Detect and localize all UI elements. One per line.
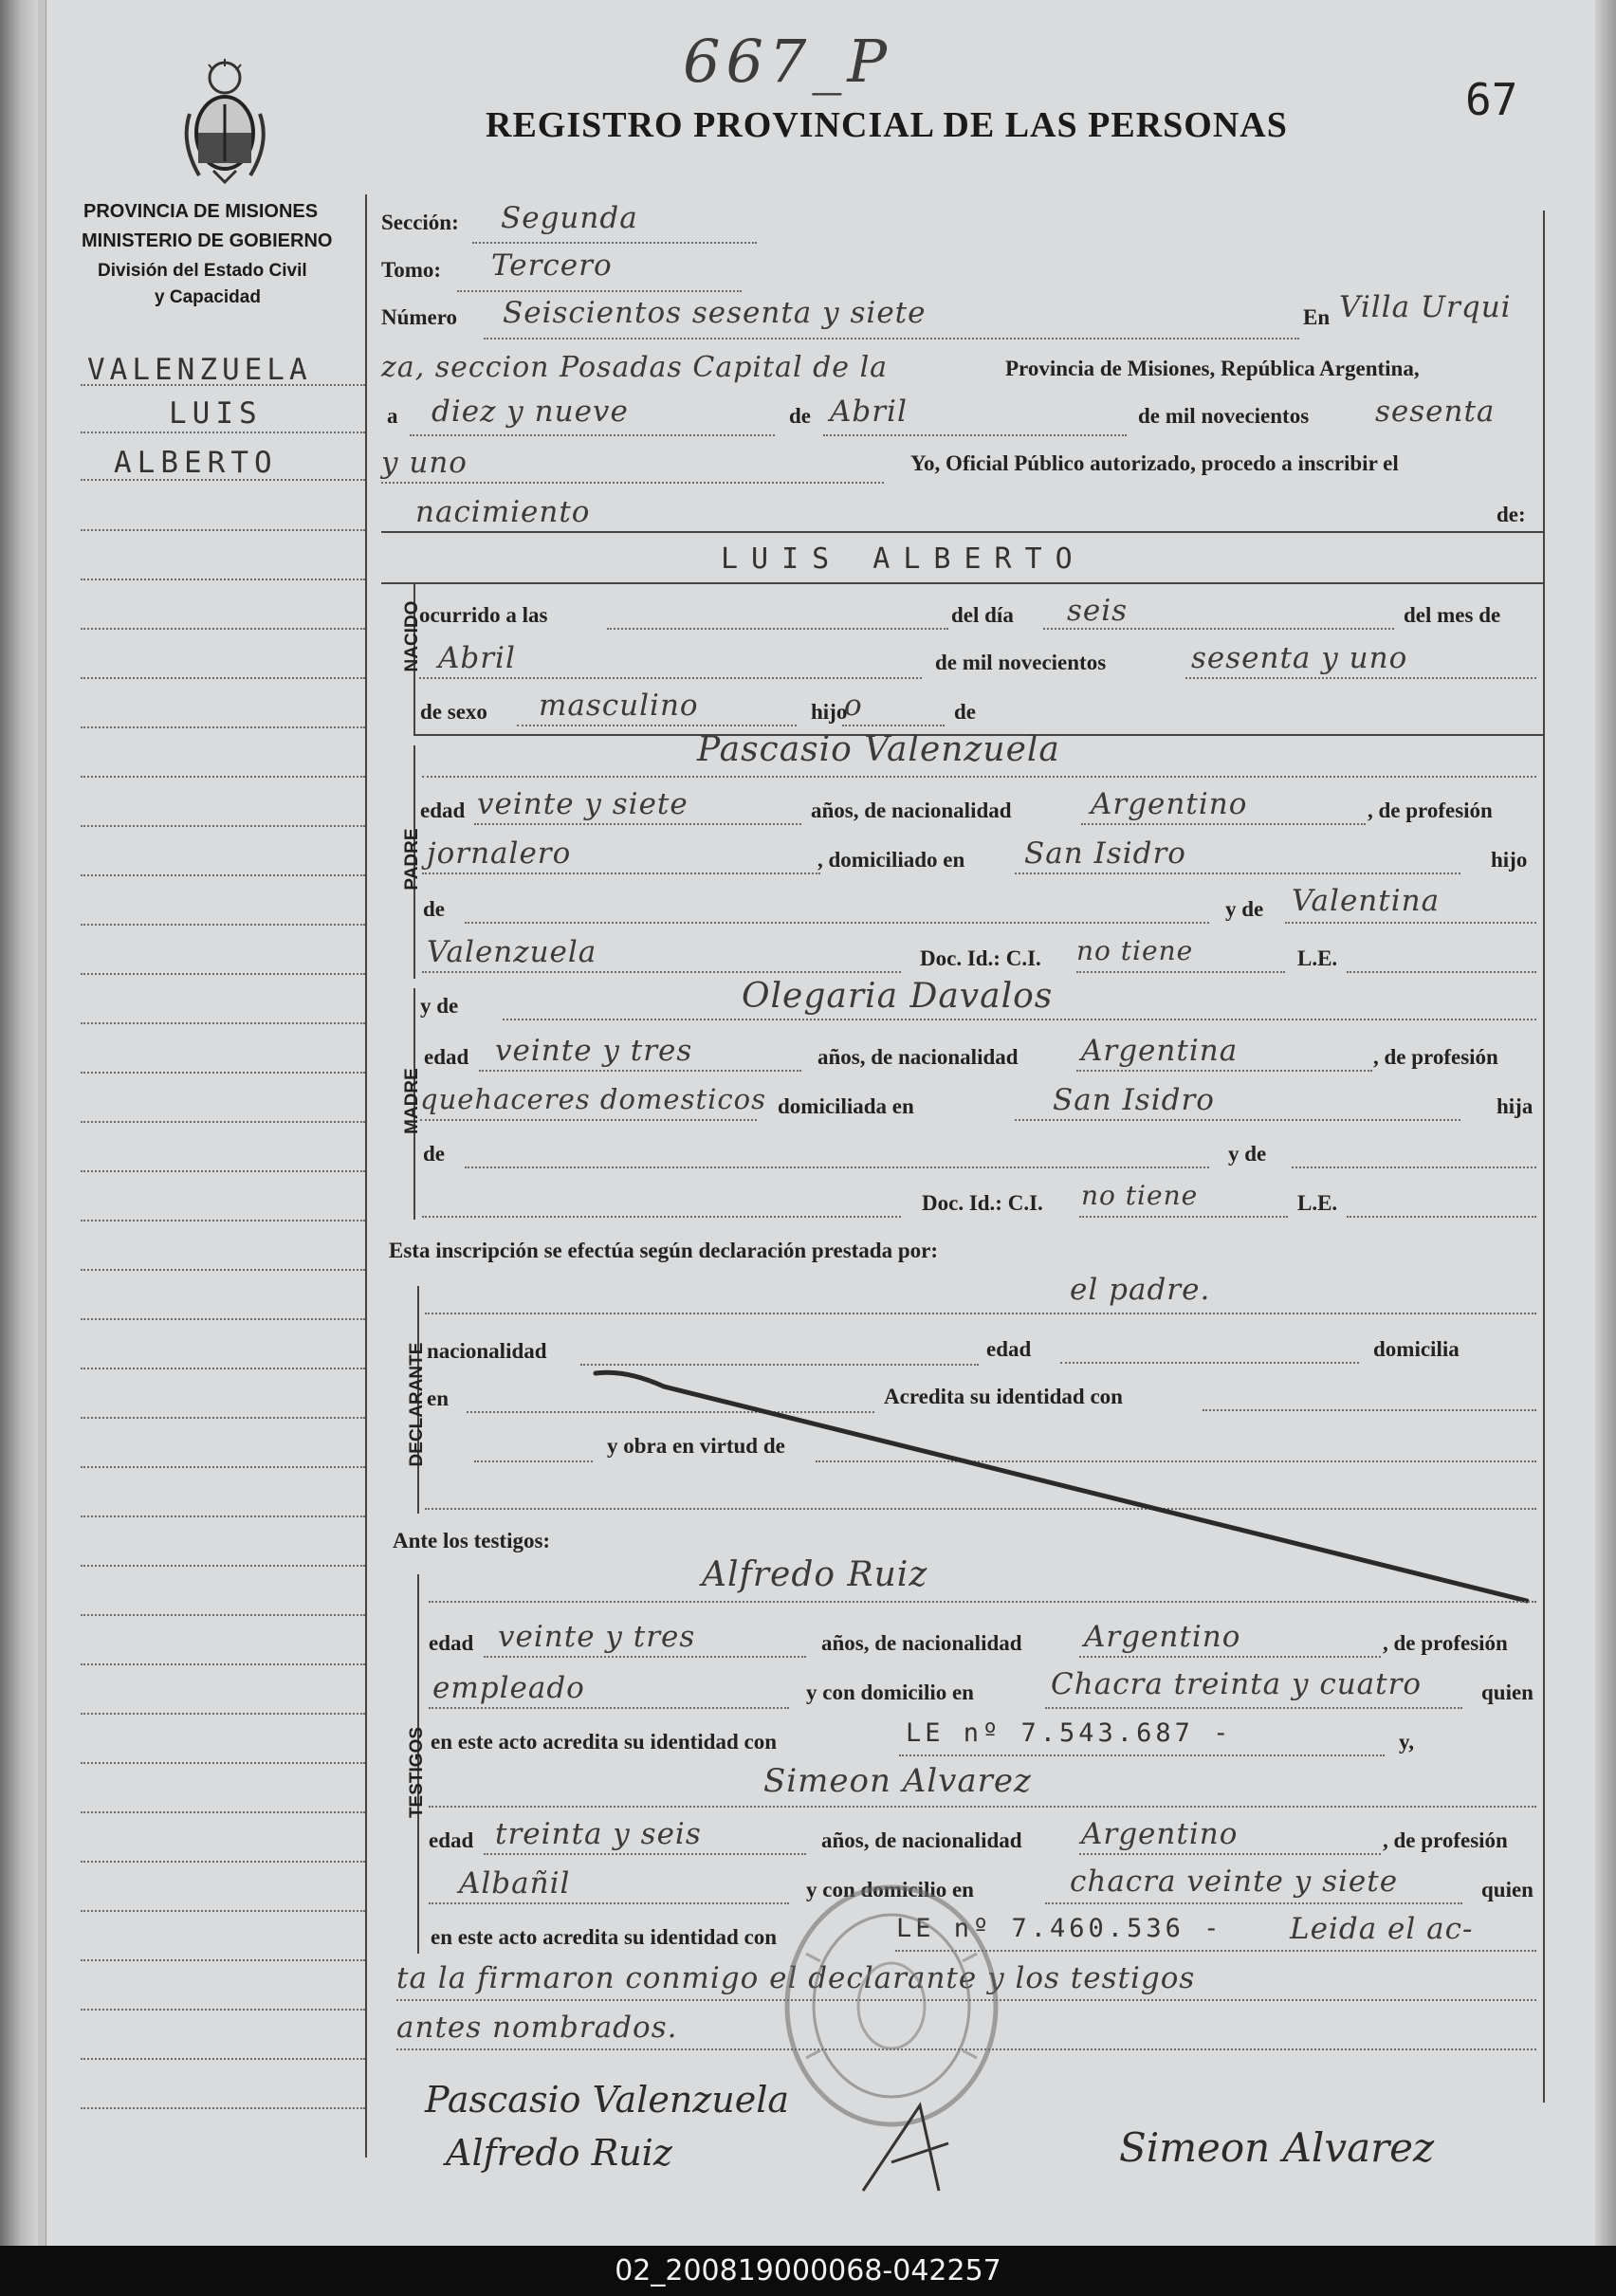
hijo-line — [842, 725, 945, 726]
padre-section-label: PADRE — [402, 828, 422, 891]
madre-y-de2-label: y de — [1228, 1142, 1267, 1166]
testigo2-nac-line — [1079, 1853, 1381, 1855]
padre-edad-line — [474, 823, 801, 825]
testigo2-quien-label: quien — [1481, 1878, 1533, 1901]
declarante-dom-label: domicilia — [1373, 1337, 1460, 1361]
madre-prof-value: quehaceres domesticos — [420, 1083, 766, 1115]
en-label: En — [1303, 305, 1331, 329]
madre-section-label: MADRE — [402, 1068, 422, 1134]
testigo1-nac-value: Argentino — [1084, 1620, 1241, 1654]
margin-line — [81, 2058, 365, 2060]
del-dia-label: del día — [951, 603, 1014, 627]
section-divider — [381, 531, 1543, 533]
padre-de-line — [465, 922, 1209, 924]
testigos-intro: Ante los testigos: — [393, 1529, 551, 1552]
de-label: de — [789, 404, 811, 428]
margin-line — [81, 1515, 365, 1517]
testigo1-nombre: Alfredo Ruiz — [702, 1555, 928, 1594]
coat-of-arms-icon — [180, 57, 270, 190]
testigos-section-label: TESTIGOS — [407, 1726, 427, 1819]
padre-le-label: L.E. — [1297, 946, 1338, 970]
padre-edad-value: veinte y siete — [477, 787, 689, 821]
declarante-intro: Esta inscripción se efectúa según declaración prestada por: — [389, 1239, 939, 1262]
mes-line — [823, 434, 1127, 436]
madre-edad-label: edad — [424, 1045, 469, 1069]
reference-number: 667_P — [683, 27, 893, 96]
testigo1-acredita-label: en este acto acredita su identidad con — [431, 1730, 778, 1754]
seccion-label: Sección: — [381, 211, 459, 234]
testigo1-nombre-line — [429, 1601, 1536, 1603]
book-spine-edge — [38, 0, 46, 2246]
testigo2-edad-value: treinta y seis — [495, 1817, 702, 1851]
nacido-mes-value: Abril — [438, 641, 516, 675]
testigo1-dom-line — [1045, 1707, 1462, 1709]
margin-line — [81, 924, 365, 926]
margin-line — [81, 1417, 365, 1419]
seccion-line — [472, 242, 757, 244]
official-signature-mark — [854, 2086, 1043, 2210]
madre-nombre-line — [503, 1019, 1536, 1020]
book-spine — [0, 0, 38, 2246]
division-label-2: y Capacidad — [155, 287, 261, 307]
margin-surname: VALENZUELA — [87, 353, 312, 387]
testigo1-prof-value: empleado — [432, 1671, 585, 1705]
testigo1-edad-value: veinte y tres — [498, 1620, 696, 1654]
margin-line — [81, 432, 365, 433]
declarante-edad-line — [1060, 1362, 1359, 1364]
testigo2-nac-label: años, de nacionalidad — [821, 1828, 1022, 1852]
madre-nac-line — [1076, 1070, 1372, 1072]
madre-edad-line — [479, 1070, 801, 1072]
testigo1-quien-label: quien — [1481, 1681, 1533, 1704]
margin-line — [81, 1565, 365, 1567]
margin-first-name: LUIS — [169, 396, 263, 431]
anio-cont-line — [381, 482, 884, 484]
madre-edad-value: veinte y tres — [495, 1034, 693, 1068]
de-colon-label: de: — [1497, 503, 1526, 526]
hijo-value: o — [844, 689, 863, 723]
madre-extra-line — [422, 1216, 901, 1218]
nacido-dia-value: seis — [1067, 594, 1129, 628]
declarante-edad-label: edad — [986, 1337, 1032, 1361]
testigo2-dom-label: y con domicilio en — [806, 1878, 974, 1901]
sexo-label: de sexo — [420, 700, 487, 724]
padre-prof-value: jornalero — [427, 836, 572, 871]
madre-doc-line — [1079, 1216, 1288, 1218]
testigo2-prof-value: Albañil — [459, 1866, 571, 1901]
padre-doc-label: Doc. Id.: C.I. — [920, 946, 1041, 970]
declarante-nac-label: nacionalidad — [427, 1339, 547, 1363]
image-code-footer: 02_200819000068-042257 — [0, 2246, 1616, 2296]
margin-line — [81, 384, 365, 386]
declarante-value: el padre. — [1070, 1273, 1211, 1307]
testigo2-nombre: Simeon Alvarez — [763, 1762, 1032, 1800]
page-title: REGISTRO PROVINCIAL DE LAS PERSONAS — [486, 105, 1288, 145]
declarante-obra-pre-line — [474, 1460, 593, 1462]
padre-doc-value: no tiene — [1076, 935, 1194, 966]
madre-y-de-label: y de — [420, 994, 459, 1018]
padre-nombre-line — [422, 776, 1536, 778]
margin-line — [81, 1368, 365, 1369]
padre-madre-line — [1285, 922, 1536, 924]
inscripto-nombre: LUIS ALBERTO — [721, 542, 1086, 576]
nacido-de-label: de — [954, 700, 976, 724]
declarante-en-label: en — [427, 1387, 449, 1410]
section-divider — [381, 582, 1543, 584]
testigo2-edad-label: edad — [429, 1828, 474, 1852]
madre-de-line — [465, 1166, 1209, 1168]
nacido-anio-line — [1185, 677, 1536, 679]
nacido-mes-line — [419, 677, 922, 679]
testigo1-edad-line — [484, 1656, 806, 1658]
margin-line — [81, 874, 365, 876]
testigo1-edad-label: edad — [429, 1631, 474, 1655]
tomo-line — [457, 290, 742, 292]
margin-line — [81, 2009, 365, 2011]
padre-dom-label: , domiciliado en — [817, 848, 965, 872]
sexo-value: masculino — [539, 689, 699, 723]
signature-witness-2: Simeon Alvarez — [1119, 2124, 1435, 2171]
sexo-line — [517, 725, 797, 726]
madre-dom-line — [1015, 1119, 1460, 1121]
padre-nac-line — [1081, 823, 1366, 825]
margin-line — [81, 1663, 365, 1665]
lugar-cont-value: za, seccion Posadas Capital de la — [381, 351, 889, 384]
margin-line — [81, 776, 365, 778]
margin-line — [81, 579, 365, 580]
margin-line — [81, 973, 365, 975]
madre-doc-value: no tiene — [1081, 1180, 1199, 1211]
testigo2-dom-value: chacra veinte y siete — [1070, 1864, 1399, 1899]
testigo1-dom-label: y con domicilio en — [806, 1681, 974, 1704]
numero-line — [484, 338, 1299, 340]
margin-line — [81, 1318, 365, 1320]
declarante-section-label: DECLARANTE — [407, 1342, 427, 1467]
padre-le-line — [1347, 971, 1536, 973]
ministry-label: MINISTERIO DE GOBIERNO — [82, 230, 333, 251]
margin-line — [81, 1170, 365, 1172]
madre-prof-line — [420, 1119, 757, 1121]
province-label: PROVINCIA DE MISIONES — [83, 201, 319, 222]
madre-nac-label: años, de nacionalidad — [817, 1045, 1019, 1069]
padre-prof-line — [422, 872, 820, 874]
margin-line — [81, 1811, 365, 1813]
nacido-dia-line — [1043, 628, 1394, 630]
padre-dom-value: San Isidro — [1024, 836, 1186, 871]
lugar-value: Villa Urqui — [1339, 290, 1512, 324]
margin-second-name: ALBERTO — [114, 446, 278, 480]
testigo1-y-label: y, — [1399, 1730, 1414, 1754]
nacido-anio-label: de mil novecientos — [935, 651, 1107, 674]
margin-line — [81, 628, 365, 630]
tomo-value: Tercero — [491, 248, 613, 283]
anio-value: sesenta — [1375, 395, 1496, 429]
madre-hija-label: hija — [1497, 1094, 1533, 1118]
padre-dom-line — [1015, 872, 1460, 874]
margin-line — [81, 1762, 365, 1764]
padre-edad-label: edad — [420, 799, 466, 822]
testigo1-doc-line — [899, 1754, 1385, 1756]
anio-cont-value: y uno — [381, 446, 468, 480]
margin-line — [81, 1022, 365, 1024]
declarante-obra-label: y obra en virtud de — [607, 1434, 785, 1458]
numero-label: Número — [381, 305, 458, 329]
mes-value: Abril — [830, 395, 908, 429]
margin-line — [81, 1861, 365, 1863]
madre-prof-label: , de profesión — [1373, 1045, 1498, 1069]
numero-value: Seiscientos sesenta y siete — [503, 296, 927, 330]
margin-line — [81, 1220, 365, 1221]
testigo2-doc-value: LE nº 7.460.536 - — [896, 1914, 1223, 1943]
dia-value: diez y nueve — [432, 395, 629, 429]
closing-c: antes nombrados. — [396, 2011, 678, 2045]
margin-line — [81, 479, 365, 481]
padre-de-label: de — [423, 897, 445, 921]
padre-y-de-label: y de — [1225, 897, 1264, 921]
declarante-acredita-label: Acredita su identidad con — [884, 1385, 1123, 1408]
padre-madre-cont-line — [422, 971, 901, 973]
margin-line — [81, 1072, 365, 1074]
padre-nombre: Pascasio Valenzuela — [697, 730, 1060, 769]
madre-dom-label: domiciliada en — [778, 1094, 914, 1118]
margin-divider — [365, 194, 367, 2158]
testigo2-nombre-line — [429, 1806, 1536, 1808]
closing-a: Leida el ac- — [1290, 1912, 1474, 1946]
testigo1-dom-value: Chacra treinta y cuatro — [1051, 1667, 1423, 1701]
madre-y-de2-line — [1292, 1166, 1536, 1168]
madre-doc-label: Doc. Id.: C.I. — [922, 1191, 1043, 1215]
testigo1-prof-label: , de profesión — [1383, 1631, 1508, 1655]
declarante-line — [425, 1313, 1536, 1314]
hijo-label: hijo — [811, 700, 848, 724]
page-number: 67 — [1465, 74, 1518, 125]
margin-line — [81, 529, 365, 531]
a-label: a — [387, 404, 398, 428]
testigo1-nac-line — [1079, 1656, 1381, 1658]
madre-le-label: L.E. — [1297, 1191, 1338, 1215]
closing-b: ta la firmaron conmigo el declarante y los testigos — [396, 1961, 1196, 1995]
seccion-value: Segunda — [501, 201, 638, 235]
testigo2-nac-value: Argentino — [1081, 1817, 1239, 1851]
testigo2-prof-line — [429, 1902, 789, 1904]
form-right-border — [1543, 211, 1545, 2103]
hora-line — [607, 628, 948, 630]
del-mes-label: del mes de — [1404, 603, 1501, 627]
margin-line — [81, 1269, 365, 1271]
margin-line — [81, 1614, 365, 1616]
signature-witness-1: Alfredo Ruiz — [446, 2132, 672, 2174]
tomo-label: Tomo: — [381, 258, 442, 282]
margin-line — [81, 1121, 365, 1123]
nacido-section-label: NACIDO — [402, 600, 422, 672]
madre-dom-value: San Isidro — [1053, 1083, 1215, 1117]
testigo1-doc-value: LE nº 7.543.687 - — [906, 1718, 1233, 1748]
madre-de-label: de — [423, 1142, 445, 1166]
page-right-edge — [1595, 0, 1616, 2246]
division-label: División del Estado Civil — [98, 261, 307, 281]
provincia-text: Provincia de Misiones, República Argentina, — [1005, 357, 1420, 380]
testigo1-nac-label: años, de nacionalidad — [821, 1631, 1022, 1655]
padre-prof-label: , de profesión — [1368, 799, 1493, 822]
signature-father: Pascasio Valenzuela — [425, 2079, 790, 2121]
margin-line — [81, 1910, 365, 1912]
madre-nac-value: Argentina — [1081, 1034, 1239, 1068]
padre-madre-cont: Valenzuela — [427, 935, 597, 969]
anio-label: de mil novecientos — [1138, 404, 1310, 428]
margin-line — [81, 825, 365, 827]
margin-line — [81, 726, 365, 728]
margin-line — [81, 1713, 365, 1715]
acto-value: nacimiento — [415, 495, 591, 529]
margin-line — [81, 1959, 365, 1961]
oficial-text: Yo, Oficial Público autorizado, procedo a inscribir el — [910, 451, 1399, 475]
testigo2-edad-line — [484, 1853, 806, 1855]
ocurrido-label: ocurrido a las — [419, 603, 548, 627]
padre-nac-label: años, de nacionalidad — [811, 799, 1012, 822]
testigo2-dom-line — [1045, 1902, 1462, 1904]
testigo2-acredita-label: en este acto acredita su identidad con — [431, 1925, 778, 1949]
madre-le-line — [1347, 1216, 1536, 1218]
padre-madre-value: Valentina — [1292, 884, 1441, 918]
nacido-anio-value: sesenta y uno — [1191, 641, 1408, 675]
testigo1-prof-line — [429, 1707, 789, 1709]
padre-nac-value: Argentino — [1091, 787, 1248, 821]
padre-doc-line — [1076, 971, 1285, 973]
dia-line — [410, 434, 775, 436]
margin-line — [81, 677, 365, 679]
madre-nombre: Olegaria Davalos — [742, 977, 1054, 1016]
testigo2-prof-label: , de profesión — [1383, 1828, 1508, 1852]
margin-line — [81, 2107, 365, 2109]
padre-hijo-label: hijo — [1491, 848, 1528, 872]
margin-line — [81, 1466, 365, 1468]
